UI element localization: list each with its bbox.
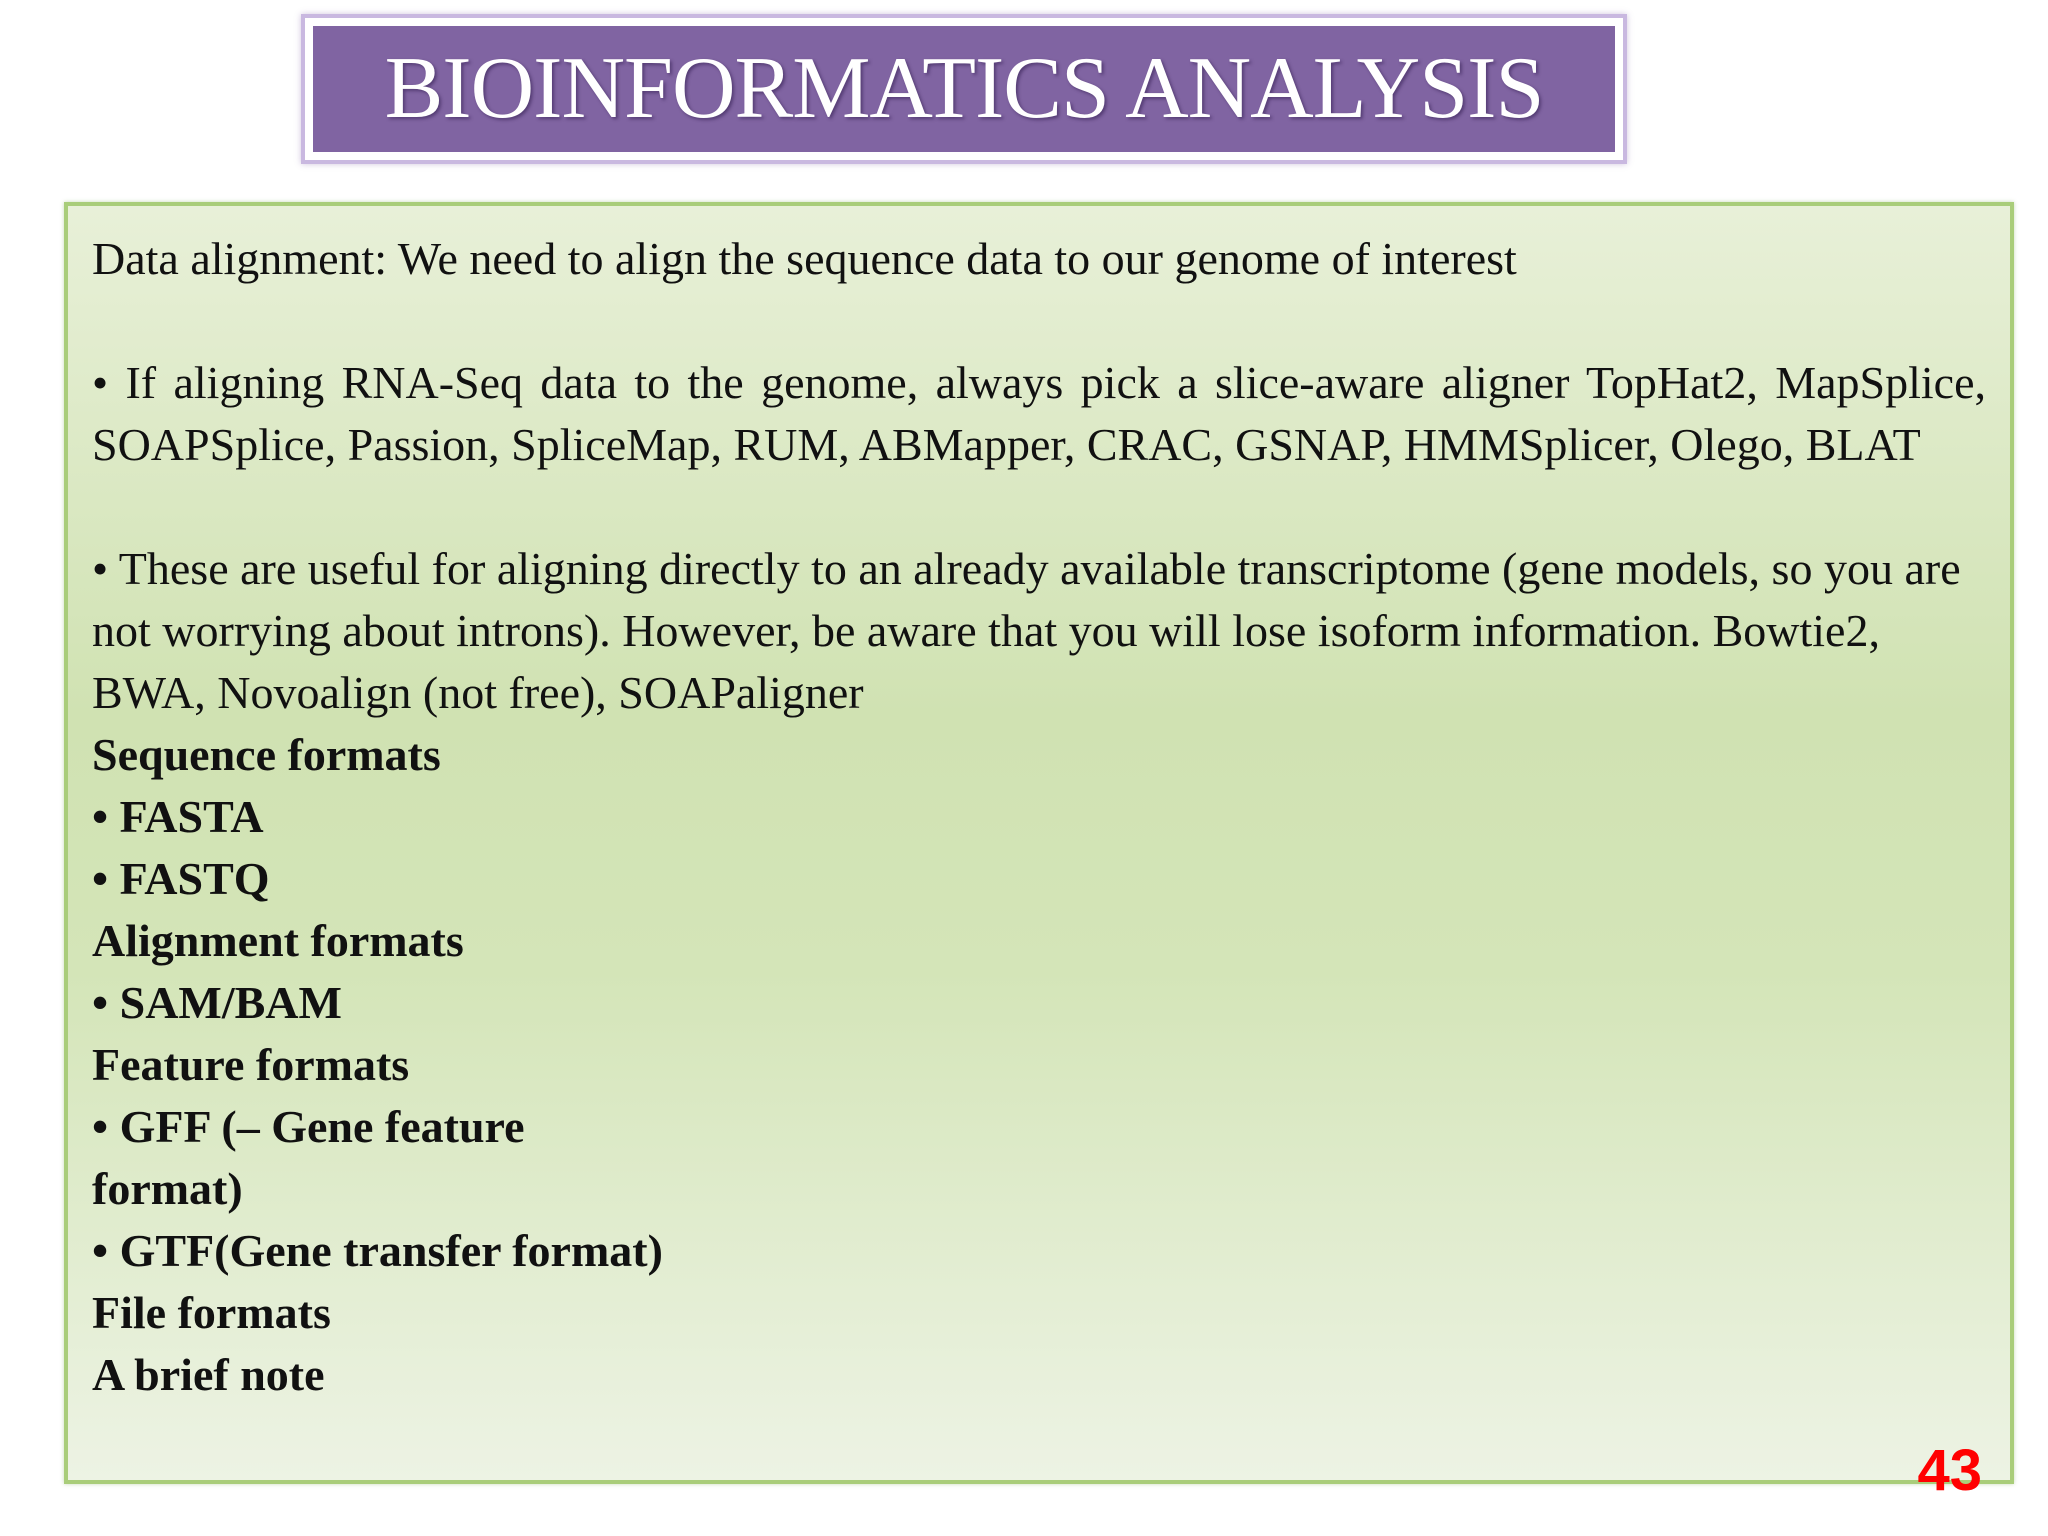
item-sam-bam: • SAM/BAM [92,977,342,1028]
heading-sequence-formats: Sequence formats [92,729,441,780]
heading-brief-note: A brief note [92,1349,325,1400]
content-panel [64,202,2014,1484]
item-fasta: • FASTA [92,791,264,842]
intro-text: Data alignment: We need to align the sequence data to our genome of interest [92,233,1517,284]
item-fastq: • FASTQ [92,853,270,904]
item-gff-line2: format) [92,1163,243,1214]
item-gff-line1: • GFF (– Gene feature [92,1101,525,1152]
item-gtf: • GTF(Gene transfer format) [92,1225,663,1276]
spacer [92,476,1986,538]
heading-file-formats: File formats [92,1287,331,1338]
bullet-splice-aware-aligners: • If aligning RNA-Seq data to the genome, always pick a slice-aware aligner TopHat2, MapSplice, SOAPSplice, Passion, SpliceMap, RUM, ABMapper, CRAC, GSNAP, HMMSplicer, Olego, BLAT [92,357,1986,470]
title-banner [301,14,1627,164]
heading-alignment-formats: Alignment formats [92,915,464,966]
heading-feature-formats: Feature formats [92,1039,410,1090]
content-text [92,228,1986,1406]
bullet-transcriptome-aligners: • These are useful for aligning directly to an already available transcriptome (gene models, so you are not worrying about introns). However, be aware that you will lose isoform information. Bowtie2, BWA, Novoalign (not free), SOAPaligner [92,543,1961,718]
page-number: 43 [1917,1438,1982,1503]
slide-title: BIOINFORMATICS ANALYSIS [384,40,1544,137]
spacer [92,290,1986,352]
title-banner-fill [313,26,1615,152]
